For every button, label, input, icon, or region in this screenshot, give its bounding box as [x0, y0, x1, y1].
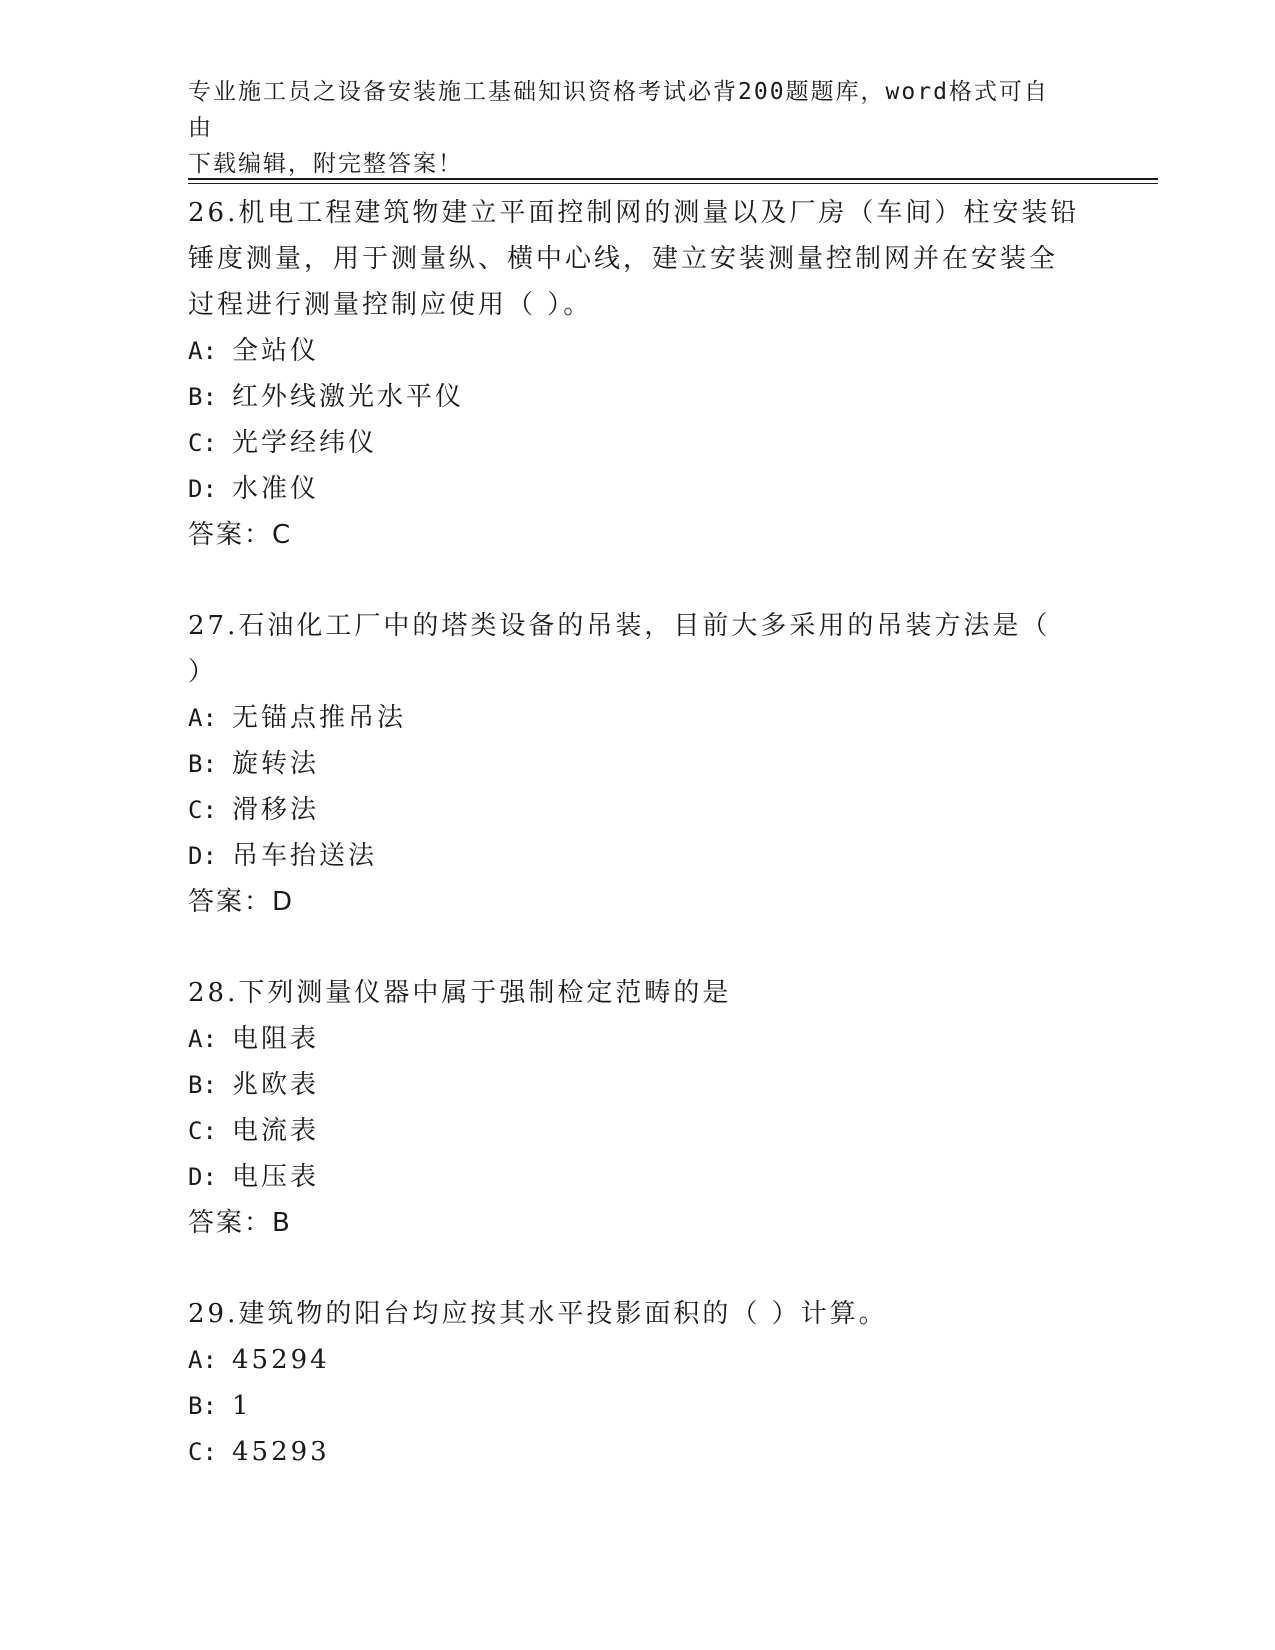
option-text: 红外线激光水平仪 [232, 382, 465, 412]
option-b [188, 374, 1088, 420]
option-key: B: [188, 750, 217, 778]
answer-line: 答案：B [188, 1208, 292, 1238]
question-26 [188, 190, 1088, 558]
question-27 [188, 603, 1088, 925]
option-text: 45293 [232, 1437, 330, 1467]
option-key: C: [188, 429, 217, 457]
option-c [188, 1429, 1088, 1475]
answer-line: 答案：D [188, 887, 295, 917]
question-list [188, 190, 1088, 1520]
question-stem-line: 过程进行测量控制应使用（ ）。 [188, 290, 593, 320]
option-text: 电流表 [232, 1116, 320, 1146]
option-text: 旋转法 [232, 749, 320, 779]
option-key: B: [188, 383, 217, 411]
option-text: 水准仪 [232, 474, 320, 504]
option-key: C: [188, 1117, 217, 1145]
option-key: A: [188, 704, 217, 732]
question-28 [188, 970, 1088, 1246]
question-29 [188, 1291, 1088, 1475]
option-b [188, 741, 1088, 787]
option-key: D: [188, 842, 217, 870]
header-line-1: 专业施工员之设备安装施工基础知识资格考试必背200题题库，word格式可自由 [188, 79, 1049, 141]
option-a [188, 328, 1088, 374]
document-header [188, 74, 1068, 182]
header-line-2: 下载编辑，附完整答案！ [188, 151, 463, 177]
option-text: 电阻表 [232, 1024, 320, 1054]
option-text: 45294 [232, 1345, 330, 1375]
option-c [188, 1108, 1088, 1154]
option-a [188, 695, 1088, 741]
question-stem-line: 锤度测量，用于测量纵、横中心线，建立安装测量控制网并在安装全 [188, 244, 1059, 274]
header-rule-thick [188, 178, 1158, 180]
question-stem-line: 26.机电工程建筑物建立平面控制网的测量以及厂房（车间）柱安装铅 [188, 198, 1080, 228]
option-key: A: [188, 337, 217, 365]
option-text: 兆欧表 [232, 1070, 320, 1100]
option-key: A: [188, 1346, 217, 1374]
answer-line: 答案：C [188, 520, 293, 550]
option-d [188, 1154, 1088, 1200]
option-key: D: [188, 1163, 217, 1191]
option-key: A: [188, 1025, 217, 1053]
option-text: 全站仪 [232, 336, 320, 366]
option-text: 无锚点推吊法 [232, 703, 407, 733]
option-a [188, 1016, 1088, 1062]
option-key: D: [188, 475, 217, 503]
question-stem-line: 29.建筑物的阳台均应按其水平投影面积的（ ）计算。 [188, 1299, 888, 1329]
option-key: C: [188, 1438, 217, 1466]
option-key: B: [188, 1392, 217, 1420]
option-text: 1 [232, 1391, 252, 1421]
question-stem-line: ） [188, 657, 218, 687]
option-text: 光学经纬仪 [232, 428, 378, 458]
option-text: 电压表 [232, 1162, 320, 1192]
question-stem-line: 28.下列测量仪器中属于强制检定范畴的是 [188, 978, 732, 1008]
option-b [188, 1062, 1088, 1108]
question-stem-line: 27.石油化工厂中的塔类设备的吊装，目前大多采用的吊装方法是（ [188, 611, 1051, 641]
header-rule-thin [188, 183, 1158, 184]
option-a [188, 1337, 1088, 1383]
option-key: B: [188, 1071, 217, 1099]
option-key: C: [188, 796, 217, 824]
option-c [188, 787, 1088, 833]
option-c [188, 420, 1088, 466]
option-text: 滑移法 [232, 795, 320, 825]
option-d [188, 466, 1088, 512]
option-d [188, 833, 1088, 879]
option-text: 吊车抬送法 [232, 841, 378, 871]
option-b [188, 1383, 1088, 1429]
